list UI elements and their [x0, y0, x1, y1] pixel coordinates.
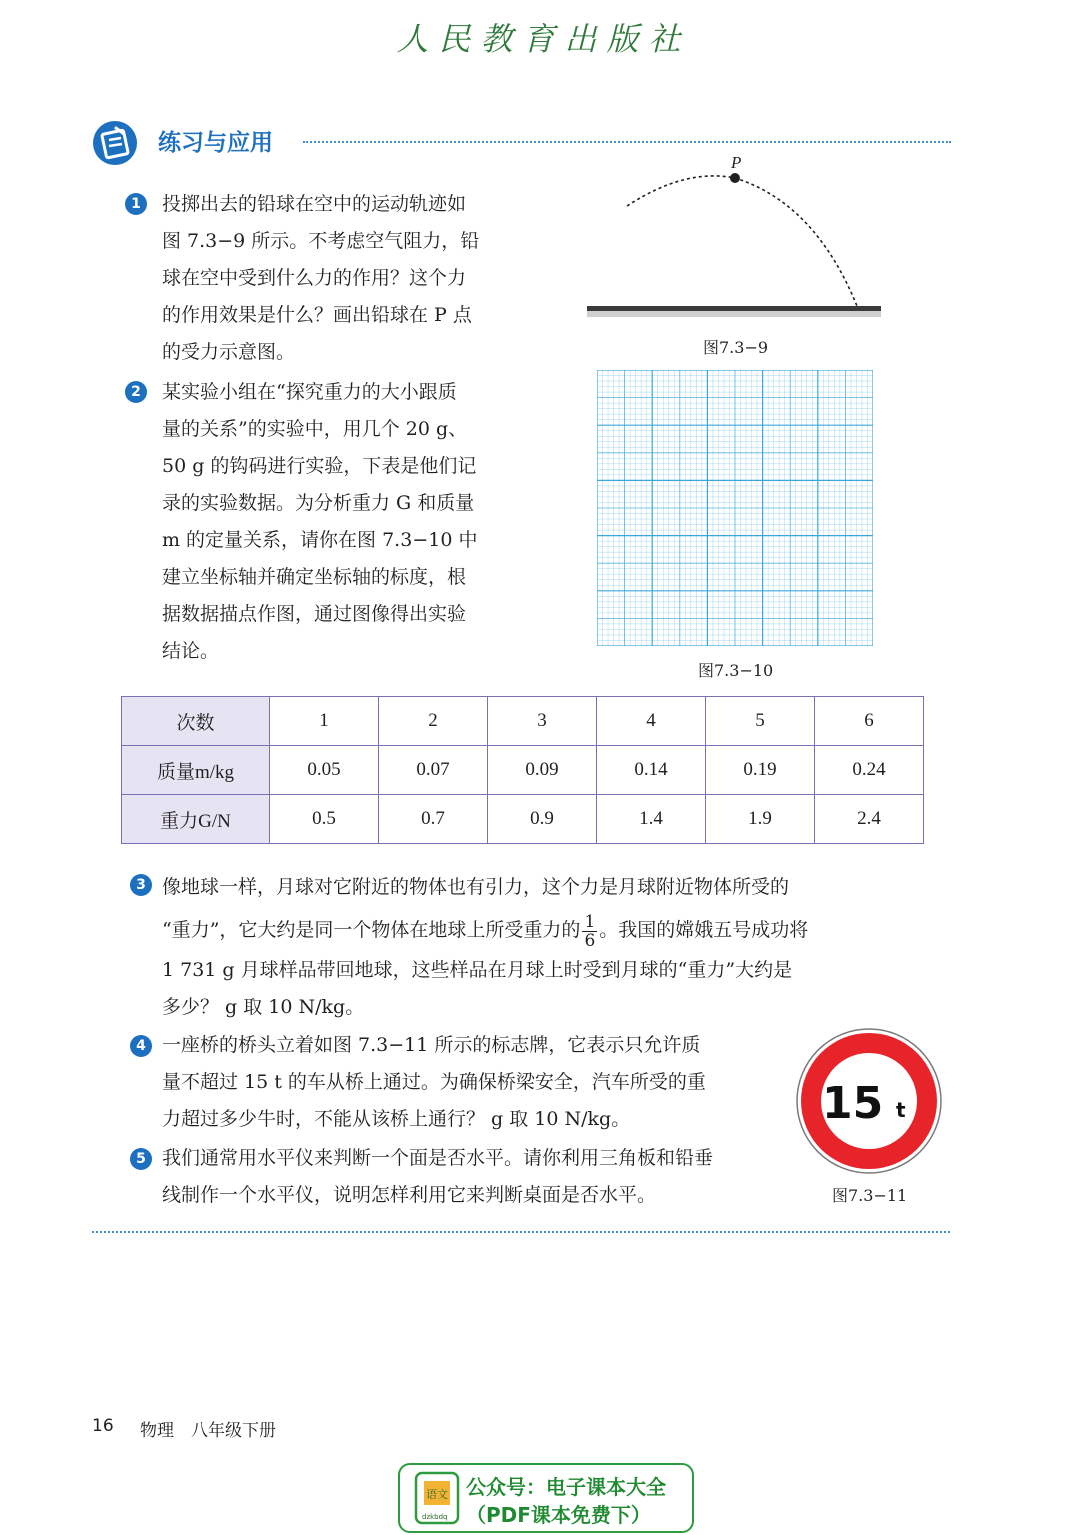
question-2-text: [162, 374, 542, 670]
q3-line2-post: 。我国的嫦娥五号成功将: [599, 919, 809, 941]
q2-line: 录的实验数据。为分析重力 G 和质量: [162, 492, 475, 514]
section-bottom-divider: [92, 1231, 950, 1233]
q4-line: 量不超过 15 t 的车从桥上通过。为确保桥梁安全，汽车所受的重: [162, 1071, 706, 1093]
q1-line: 投掷出去的铅球在空中的运动轨迹如: [162, 193, 467, 215]
q2-line: 某实验小组在“探究重力的大小跟质: [162, 381, 457, 403]
trajectory-figure: [585, 148, 885, 323]
figure-7-3-10-caption: 图7.3−10: [698, 661, 774, 680]
book-title: 物理 八年级下册: [140, 1421, 276, 1441]
table-cell: 6: [815, 697, 924, 746]
q2-line: 50 g 的钩码进行实验，下表是他们记: [162, 455, 477, 477]
weight-limit-sign: [792, 1026, 946, 1176]
q3-line: [162, 909, 932, 952]
table-row-trial: [122, 697, 924, 746]
table-cell: 5: [706, 697, 815, 746]
question-3-text: [162, 866, 932, 1026]
table-cell: 1.9: [706, 795, 815, 844]
q2-line: 据数据描点作图，通过图像得出实验: [162, 603, 467, 625]
one-sixth-fraction: [582, 913, 597, 950]
table-cell: 1.4: [597, 795, 706, 844]
table-cell: 0.5: [270, 795, 379, 844]
table-cell: 0.19: [706, 746, 815, 795]
grid-paper-figure: [597, 370, 873, 646]
q2-line: 量的关系”的实验中，用几个 20 g、: [162, 418, 468, 440]
table-cell: 0.05: [270, 746, 379, 795]
table-cell: 3: [488, 697, 597, 746]
question-2-number: 2: [125, 381, 147, 403]
table-cell: 2.4: [815, 795, 924, 844]
q3-line: 多少？ g 取 10 N/kg。: [162, 996, 365, 1018]
textbook-icon: [412, 1471, 462, 1525]
badge-line-1: 公众号：电子课本大全: [466, 1475, 666, 1499]
q5-line: 线制作一个水平仪，说明怎样利用它来判断桌面是否水平。: [162, 1184, 657, 1206]
q4-line: 力超过多少牛时，不能从该桥上通行？ g 取 10 N/kg。: [162, 1108, 631, 1130]
question-3-number: 3: [130, 874, 152, 896]
sign-unit: t: [896, 1098, 906, 1122]
textbook-icon-sublabel: dzkbdq: [422, 1513, 448, 1521]
question-4-text: [162, 1027, 792, 1138]
table-cell: 0.07: [379, 746, 488, 795]
data-table: [121, 696, 924, 844]
q1-line: 球在空中受到什么力的作用？这个力: [162, 267, 467, 289]
fraction-denominator: 6: [584, 930, 596, 951]
table-row-mass: [122, 746, 924, 795]
q3-line2-pre: “重力”，它大约是同一个物体在地球上所受重力的: [162, 919, 581, 941]
q1-line: 的作用效果是什么？画出铅球在 P 点: [162, 304, 472, 326]
fraction-numerator: 1: [584, 911, 596, 932]
wechat-badge: [398, 1463, 694, 1533]
table-cell: 4: [597, 697, 706, 746]
question-5-text: [162, 1140, 792, 1214]
table-row-weight: [122, 795, 924, 844]
publisher-logo-text: 人民教育出版社: [396, 20, 691, 58]
table-cell: 次数: [122, 697, 270, 746]
table-cell: 0.9: [488, 795, 597, 844]
figure-7-3-9-caption: 图7.3−9: [703, 338, 769, 357]
question-4-number: 4: [130, 1035, 152, 1057]
table-cell: 0.09: [488, 746, 597, 795]
table-cell: 0.7: [379, 795, 488, 844]
q2-line: 建立坐标轴并确定坐标轴的标度，根: [162, 566, 467, 588]
q5-line: 我们通常用水平仪来判断一个面是否水平。请你利用三角板和铅垂: [162, 1147, 714, 1169]
question-1-number: 1: [125, 193, 147, 215]
table-cell: 1: [270, 697, 379, 746]
q2-line: 结论。: [162, 640, 220, 662]
table-cell: 重力G/N: [122, 795, 270, 844]
q3-line: 像地球一样，月球对它附近的物体也有引力，这个力是月球附近物体所受的: [162, 876, 790, 898]
question-5-number: 5: [130, 1148, 152, 1170]
q2-line: m 的定量关系，请你在图 7.3−10 中: [162, 529, 478, 551]
table-cell: 质量m/kg: [122, 746, 270, 795]
sign-value: 15: [822, 1078, 884, 1129]
page-number: 16: [92, 1416, 114, 1436]
trajectory-curve: [627, 176, 857, 306]
figure-7-3-11-caption: 图7.3−11: [832, 1186, 908, 1205]
badge-line-2: （PDF课本免费下）: [466, 1503, 651, 1527]
q1-line: 的受力示意图。: [162, 341, 296, 363]
q4-line: 一座桥的桥头立着如图 7.3−11 所示的标志牌，它表示只允许质: [162, 1034, 701, 1056]
section-top-divider: [303, 141, 951, 143]
table-cell: 0.14: [597, 746, 706, 795]
point-p: [730, 173, 740, 183]
q1-line: 图 7.3−9 所示。不考虑空气阻力，铅: [162, 230, 480, 252]
question-1-text: [162, 186, 542, 371]
exercise-icon: [92, 120, 138, 166]
textbook-icon-label: 语文: [426, 1488, 448, 1501]
table-cell: 2: [379, 697, 488, 746]
ground-line: [587, 306, 881, 311]
q3-line: 1 731 g 月球样品带回地球，这些样品在月球上时受到月球的“重力”大约是: [162, 959, 793, 981]
point-p-label: P: [731, 153, 742, 172]
table-cell: 0.24: [815, 746, 924, 795]
section-title: 练习与应用: [158, 130, 273, 156]
